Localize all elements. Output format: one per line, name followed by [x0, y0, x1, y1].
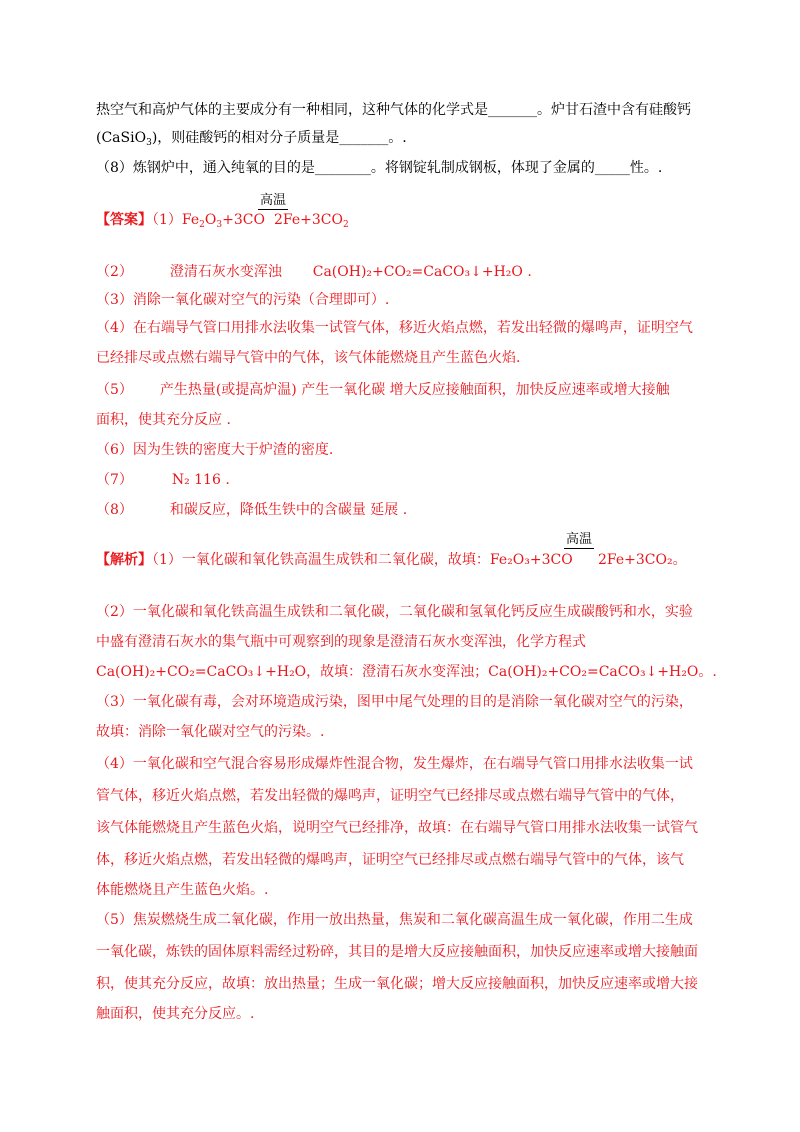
analysis-line-4e: 体能燃烧且产生蓝色火焰。.: [96, 882, 269, 898]
question-line-1: 热空气和高炉气体的主要成分有一种相同，这种气体的化学式是_______。炉甘石渣中含有硅酸钙: [96, 102, 691, 118]
analysis-line-5a: （5）焦炭燃烧生成二氧化碳，作用一放出热量，焦炭和二氧化碳高温生成一氧化碳，作用二生成: [96, 912, 693, 928]
analysis-1-condition-text: 高温: [565, 532, 592, 547]
analysis-line-5c: 积，使其充分反应，故填：放出热量；生成一氧化碳；增大反应接触面积，加快反应速率或增大接: [96, 976, 698, 992]
analysis-line-4c: 该气体能燃烧且产生蓝色火焰，说明空气已经排净，故填：在右端导气管口用排水法收集一试管气: [96, 820, 698, 836]
analysis-line-3b: 故填：消除一氧化碳对空气的污染。.: [96, 724, 325, 740]
answer-line-6: （6）因为生铁的密度大于炉渣的密度.: [96, 442, 334, 458]
answer-1-pre: （1）Fe: [152, 212, 200, 228]
answer-line-7: [96, 470, 230, 490]
answer-8-num: （8）: [96, 502, 133, 518]
answer-1-product-sub: 2: [342, 220, 349, 230]
answer-1-sub1: 2: [199, 220, 205, 230]
analysis-line-2a: （2）一氧化碳和氧化铁高温生成铁和二氧化碳，二氧化碳和氢氧化钙反应生成碳酸钙和水，实验: [96, 604, 693, 620]
answer-2-num: （2）: [96, 264, 133, 280]
answer-5-num: （5）: [96, 382, 133, 398]
analysis-1-post: 2Fe+3CO₂。: [598, 552, 687, 568]
question-line-2-post: )，则硅酸钙的相对分子质量是_______。.: [151, 130, 407, 146]
analysis-line-2b: 中盛有澄清石灰水的集气瓶中可观察到的现象是澄清石灰水变浑浊，化学方程式: [96, 634, 586, 650]
answer-line-2: [96, 262, 532, 282]
answer-5-text: 产生热量(或提高炉温) 产生一氧化碳 增大反应接触面积，加快反应速率或增大接触: [159, 382, 670, 398]
answer-1-mid: O: [204, 212, 217, 228]
question-line-2: [96, 128, 407, 153]
analysis-line-5d: 触面积，使其充分反应。.: [96, 1006, 255, 1022]
answer-1-condition-text: 高温: [259, 193, 286, 208]
answer-tag: 【答案】: [96, 212, 152, 228]
analysis-line-1: [96, 550, 573, 570]
answer-1-post: +3CO: [222, 212, 265, 228]
question-line-3: （8）炼钢炉中，通入纯氧的目的是________。将钢锭轧制成钢板，体现了金属的_____性。.: [96, 160, 663, 176]
answer-8-text: 和碳反应，降低生铁中的含碳量 延展 .: [169, 502, 408, 518]
question-line-2-sub: 3: [146, 138, 152, 148]
answer-line-5b: 面积，使其充分反应 .: [96, 412, 231, 428]
answer-2-end: .: [527, 264, 532, 280]
analysis-line-4d: 体，移近火焰点燃，若发出轻微的爆鸣声，证明空气已经排尽或点燃右端导气管中的气体，该气: [96, 852, 684, 868]
answer-line-8: [96, 500, 407, 520]
answer-2-text: 澄清石灰水变浑浊: [169, 264, 282, 280]
answer-1-sub2: 3: [216, 220, 223, 230]
answer-1-product-text: 2Fe+3CO: [274, 212, 343, 228]
answer-2-equation: Ca(OH)₂+CO₂=CaCO₃↓+H₂O: [312, 264, 523, 280]
answer-line-5a: [96, 380, 670, 400]
answer-1-condition: [258, 189, 288, 210]
analysis-tag: 【解析】: [96, 552, 152, 568]
answer-line-3: （3）消除一氧化碳对空气的污染（合理即可）.: [96, 292, 390, 308]
answer-7-text: N₂ 116 .: [171, 472, 230, 488]
analysis-1-pre: （1）一氧化碳和氧化铁高温生成铁和二氧化碳，故填：Fe₂O₃+3CO: [152, 552, 573, 568]
answer-1-product: [274, 210, 349, 235]
analysis-line-3a: （3）一氧化碳有毒，会对环境造成污染，图甲中尾气处理的目的是消除一氧化碳对空气的污染，: [96, 694, 693, 710]
question-line-2-pre: (CaSiO: [96, 130, 147, 146]
answer-line-1: [96, 210, 265, 235]
answer-7-num: （7）: [96, 472, 133, 488]
answer-line-4a: （4）在右端导气管口用排水法收集一试管气体，移近火焰点燃，若发出轻微的爆鸣声，证明空气: [96, 320, 693, 336]
analysis-line-5b: 一氧化碳，炼铁的固体原料需经过粉碎，其目的是增大反应接触面积，加快反应速率或增大接触面: [96, 944, 698, 960]
analysis-line-4b: 管气体，移近火焰点燃，若发出轻微的爆鸣声，证明空气已经排尽或点燃右端导气管中的气体，: [96, 788, 684, 804]
answer-line-4b: 已经排尽或点燃右端导气管中的气体，该气体能燃烧且产生蓝色火焰.: [96, 350, 521, 366]
analysis-line-2c: Ca(OH)₂+CO₂=CaCO₃↓+H₂O，故填：澄清石灰水变浑浊；Ca(OH)₂+CO₂=CaCO₃↓+H₂O。.: [96, 664, 717, 680]
analysis-1-condition: [564, 528, 594, 549]
analysis-line-4a: （4）一氧化碳和空气混合容易形成爆炸性混合物，发生爆炸，在右端导气管口用排水法收集一试: [96, 756, 693, 772]
